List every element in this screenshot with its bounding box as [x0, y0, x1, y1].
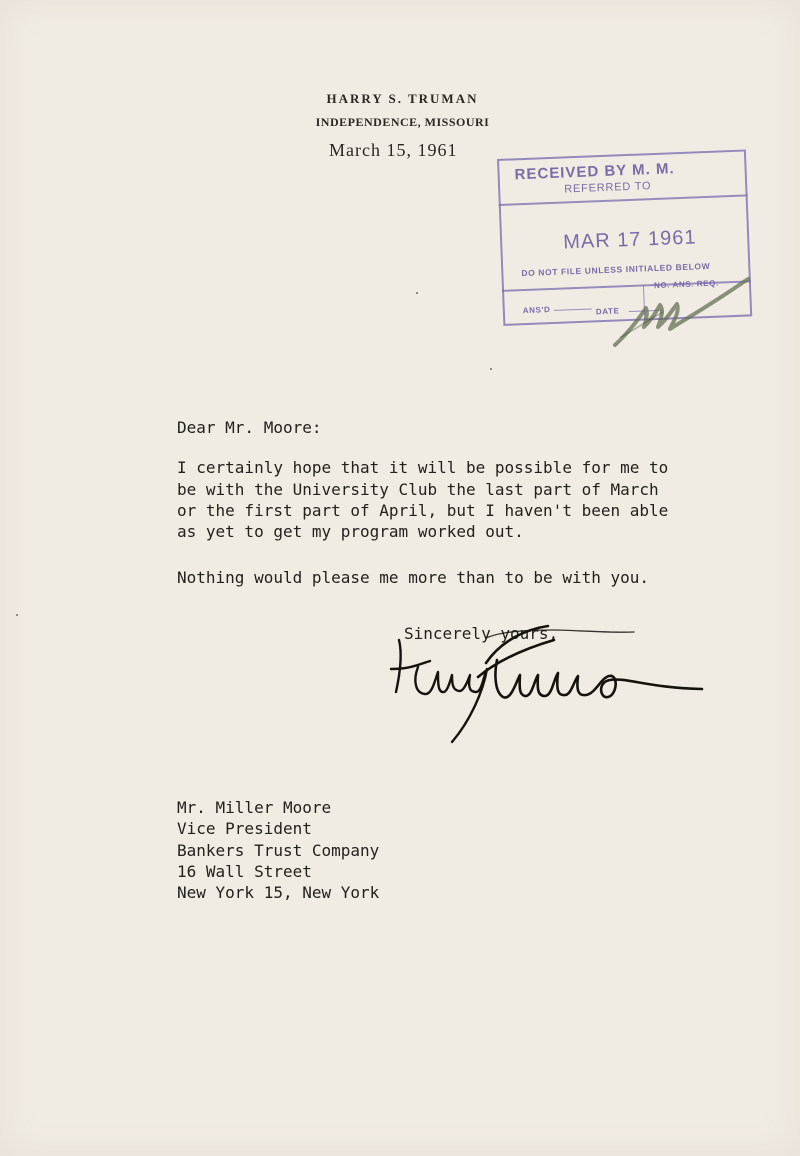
paper-speck — [490, 368, 492, 370]
recipient-line: Mr. Miller Moore — [177, 798, 332, 817]
signature — [374, 620, 710, 746]
recipient-line: Bankers Trust Company — [177, 841, 380, 860]
paper-speck — [416, 292, 418, 294]
stamp-answered-line — [554, 308, 592, 310]
stamp-date-label: DATE — [595, 306, 620, 317]
greeting: Dear Mr. Moore: — [177, 418, 322, 437]
stamp-referred-text: REFERRED TO — [563, 180, 652, 196]
recipient-line: Vice President — [177, 819, 312, 838]
recipient-line: New York 15, New York — [177, 883, 380, 902]
body-line: I certainly hope that it will be possible for me to — [177, 458, 669, 477]
letterhead-name: HARRY S. TRUMAN — [326, 91, 479, 106]
stamp-no-answer-label: NO. ANS. REQ. — [653, 278, 719, 291]
letterhead-place: INDEPENDENCE, MISSOURI — [315, 115, 490, 129]
body-line: or the first part of April, but I haven't been able — [177, 501, 669, 520]
body-line: be with the University Club the last part of March — [177, 480, 659, 499]
stamp-answered-label: ANS'D — [522, 305, 551, 316]
closing: Sincerely yours, — [404, 624, 559, 643]
body-line: Nothing would please me more than to be with you. — [177, 568, 650, 587]
letter-date: March 15, 1961 — [329, 140, 458, 160]
stamp-date-text: MAR 17 1961 — [562, 226, 697, 254]
paper-speck — [16, 614, 18, 616]
recipient-line: 16 Wall Street — [177, 862, 312, 881]
body-line: as yet to get my program worked out. — [177, 522, 524, 541]
stamp-instruction-text: DO NOT FILE UNLESS INITIALED BELOW — [521, 260, 711, 279]
pencil-initial-mark — [610, 276, 752, 348]
stamp-received-text: RECEIVED BY M. M. — [514, 160, 675, 184]
